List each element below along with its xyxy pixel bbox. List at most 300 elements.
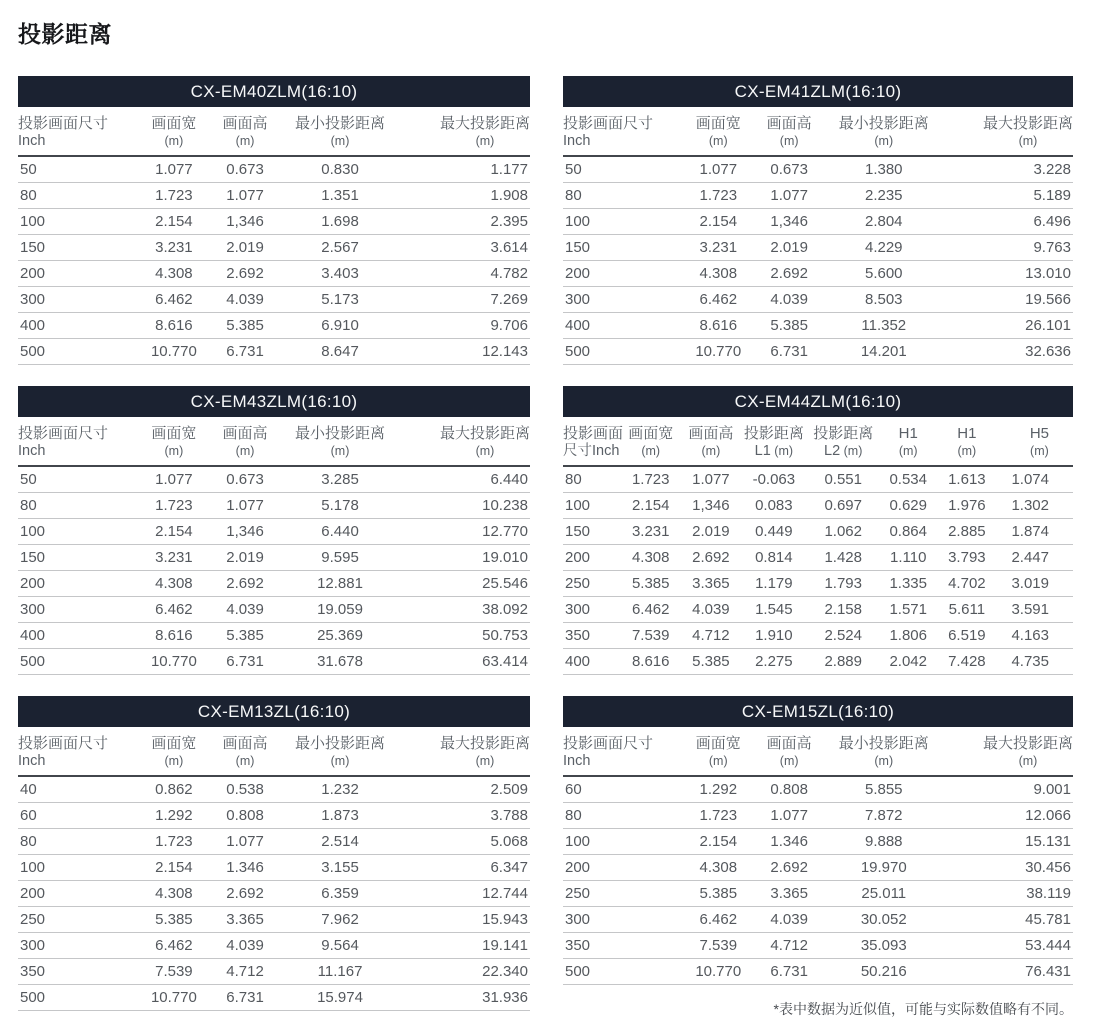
table-cell: 6.731 — [754, 959, 824, 985]
table-cell: 0.534 — [878, 466, 938, 493]
table-cell: 1.723 — [138, 183, 210, 209]
table-row — [18, 959, 530, 985]
table-cell: 200 — [563, 545, 619, 571]
table-cell: 5.385 — [682, 649, 739, 675]
table-row — [563, 313, 1073, 339]
table-cell: 1.571 — [878, 597, 938, 623]
table-cell: 10.770 — [138, 649, 210, 675]
table-row — [18, 313, 530, 339]
table-title-bar — [563, 696, 1073, 727]
table-row — [563, 803, 1073, 829]
table-cell: 2.154 — [682, 829, 754, 855]
table-cell: 4.782 — [400, 261, 530, 287]
table-cell: 6.462 — [682, 907, 754, 933]
table-cell: 3.231 — [682, 235, 754, 261]
table-cell: 31.936 — [400, 985, 530, 1011]
table-cell: 3.614 — [400, 235, 530, 261]
table-cell: 9.706 — [400, 313, 530, 339]
table-cell: 4.039 — [754, 907, 824, 933]
table-cell: 1.976 — [938, 493, 995, 519]
table-cell: 1.428 — [808, 545, 878, 571]
table-cell: 19.970 — [824, 855, 943, 881]
table-cell: 80 — [18, 183, 138, 209]
table-cell: 6.462 — [138, 287, 210, 313]
table-cell: 5.385 — [754, 313, 824, 339]
column-header: H1 (m) — [938, 417, 995, 466]
table-row — [563, 235, 1073, 261]
table-cell: 4.308 — [138, 261, 210, 287]
table-cell: 1.613 — [938, 466, 995, 493]
table-row — [563, 519, 1073, 545]
table-cell: 50.216 — [824, 959, 943, 985]
column-header: 画面高 (m) — [210, 417, 280, 466]
spec-table — [18, 417, 530, 675]
table-cell: 1.698 — [280, 209, 400, 235]
table-cell: 0.673 — [754, 156, 824, 183]
table-cell: 2.692 — [754, 261, 824, 287]
table-cell: 3.285 — [280, 466, 400, 493]
table-row — [18, 339, 530, 365]
table-cell: 1.873 — [280, 803, 400, 829]
table-cell: 200 — [563, 261, 682, 287]
table-cell: 13.010 — [943, 261, 1073, 287]
column-header: 最大投影距离 (m) — [400, 727, 530, 776]
table-cell: 3.231 — [138, 235, 210, 261]
table-cell: 7.872 — [824, 803, 943, 829]
table-cell: 1,346 — [210, 519, 280, 545]
table-row — [18, 776, 530, 803]
table-cell: 1,346 — [682, 493, 739, 519]
table-cell: 3.788 — [400, 803, 530, 829]
table-cell: 1.292 — [682, 776, 754, 803]
table-cell: 80 — [18, 493, 138, 519]
table-cell: 2.154 — [682, 209, 754, 235]
table-cell: 1.077 — [754, 183, 824, 209]
table-cell: 6.519 — [938, 623, 995, 649]
table-cell: 350 — [563, 623, 619, 649]
column-header-row — [18, 107, 530, 156]
table-cell: 4.039 — [210, 287, 280, 313]
table-cell: 3.155 — [280, 855, 400, 881]
table-cell: 250 — [563, 881, 682, 907]
column-header: 画面宽 (m) — [682, 107, 754, 156]
table-cell: 4.712 — [210, 959, 280, 985]
table-cell: 30.052 — [824, 907, 943, 933]
column-header: 最大投影距离 (m) — [943, 727, 1073, 776]
table-row — [18, 803, 530, 829]
table-cell: 1.077 — [210, 183, 280, 209]
spec-table — [563, 107, 1073, 365]
table-cell: 6.359 — [280, 881, 400, 907]
table-cell: 1.723 — [682, 803, 754, 829]
table-cell: 3.403 — [280, 261, 400, 287]
table-row — [563, 183, 1073, 209]
spec-table — [563, 727, 1073, 985]
table-row — [18, 235, 530, 261]
table-cell: 14.201 — [824, 339, 943, 365]
table-cell: 3.365 — [682, 571, 739, 597]
table-title: CX-EM15ZL(16:10) — [741, 701, 895, 721]
table-cell: 1.177 — [400, 156, 530, 183]
table-cell: 2.154 — [138, 855, 210, 881]
table-cell: 4.039 — [210, 597, 280, 623]
table-title: CX-EM40ZLM(16:10) — [190, 81, 358, 101]
column-header: 最小投影距离 (m) — [280, 107, 400, 156]
table-row — [18, 933, 530, 959]
table-row — [563, 907, 1073, 933]
table-cell: 1.077 — [682, 156, 754, 183]
table-cell: 1.723 — [138, 829, 210, 855]
table-cell: 300 — [563, 907, 682, 933]
table-row — [563, 776, 1073, 803]
table-cell: 200 — [563, 855, 682, 881]
table-cell: 6.731 — [210, 339, 280, 365]
table-title: CX-EM41ZLM(16:10) — [734, 81, 902, 101]
table-cell: 2.235 — [824, 183, 943, 209]
table-cell: 30.456 — [943, 855, 1073, 881]
table-cell: 2.447 — [995, 545, 1073, 571]
table-cell: 10.770 — [138, 985, 210, 1011]
table-cell: 1.110 — [878, 545, 938, 571]
table-cell: 5.189 — [943, 183, 1073, 209]
column-header: 最小投影距离 (m) — [280, 417, 400, 466]
table-cell: 2.275 — [739, 649, 808, 675]
table-cell: 80 — [563, 183, 682, 209]
table-cell: 0.673 — [210, 156, 280, 183]
table-row — [563, 287, 1073, 313]
table-cell: 60 — [18, 803, 138, 829]
table-row — [18, 623, 530, 649]
table-cell: 12.066 — [943, 803, 1073, 829]
table-cell: 5.173 — [280, 287, 400, 313]
table-row — [563, 493, 1073, 519]
column-header: 画面高 (m) — [682, 417, 739, 466]
table-cell: 25.546 — [400, 571, 530, 597]
table-row — [18, 261, 530, 287]
table-row — [563, 881, 1073, 907]
table-cell: 1.793 — [808, 571, 878, 597]
table-cell: 3.365 — [210, 907, 280, 933]
table-cell: 6.347 — [400, 855, 530, 881]
table-row — [18, 597, 530, 623]
table-cell: 2.692 — [682, 545, 739, 571]
column-header-row — [563, 727, 1073, 776]
table-cell: 3.228 — [943, 156, 1073, 183]
bottom-right-cell — [563, 696, 1073, 1019]
table-cell: 5.855 — [824, 776, 943, 803]
table-cell: 4.039 — [682, 597, 739, 623]
table-cell: 200 — [18, 571, 138, 597]
table-cell: 1.335 — [878, 571, 938, 597]
table-row — [18, 209, 530, 235]
table-cell: 12.881 — [280, 571, 400, 597]
table-cell: 4.308 — [138, 571, 210, 597]
table-cell: 4.229 — [824, 235, 943, 261]
table-section-cx-em41zlm — [563, 76, 1073, 365]
table-cell: 1.179 — [739, 571, 808, 597]
table-cell: 10.770 — [682, 959, 754, 985]
table-cell: 100 — [18, 519, 138, 545]
table-cell: 3.365 — [754, 881, 824, 907]
table-cell: 2.154 — [138, 519, 210, 545]
table-cell: 150 — [18, 545, 138, 571]
table-cell: 7.539 — [138, 959, 210, 985]
table-cell: 2.692 — [754, 855, 824, 881]
table-cell: 3.591 — [995, 597, 1073, 623]
column-header: 投影画面尺寸 Inch — [18, 107, 138, 156]
table-cell: 300 — [18, 287, 138, 313]
table-title-bar — [18, 76, 530, 107]
table-section-cx-em15zl — [563, 696, 1073, 985]
table-cell: 0.551 — [808, 466, 878, 493]
table-cell: 9.564 — [280, 933, 400, 959]
table-cell: 1.346 — [210, 855, 280, 881]
table-cell: 1.380 — [824, 156, 943, 183]
column-header: 最小投影距离 (m) — [824, 727, 943, 776]
table-cell: 2.019 — [210, 545, 280, 571]
table-row — [563, 209, 1073, 235]
table-cell: 38.092 — [400, 597, 530, 623]
table-cell: 1.077 — [754, 803, 824, 829]
table-cell: 35.093 — [824, 933, 943, 959]
table-row — [18, 985, 530, 1011]
column-header: 画面宽 (m) — [138, 727, 210, 776]
column-header: 画面高 (m) — [210, 727, 280, 776]
table-row — [18, 855, 530, 881]
table-cell: 2.514 — [280, 829, 400, 855]
column-header: 投影画面尺寸 Inch — [18, 727, 138, 776]
table-cell: 25.011 — [824, 881, 943, 907]
column-header: 最大投影距离 (m) — [400, 107, 530, 156]
table-cell: 500 — [18, 985, 138, 1011]
table-cell: 4.039 — [754, 287, 824, 313]
table-cell: 53.444 — [943, 933, 1073, 959]
table-cell: 7.428 — [938, 649, 995, 675]
projection-tables-grid — [18, 76, 1073, 1019]
table-cell: 2.889 — [808, 649, 878, 675]
column-header: 投影画面尺寸 Inch — [18, 417, 138, 466]
table-row — [563, 156, 1073, 183]
column-header: 最大投影距离 (m) — [400, 417, 530, 466]
table-row — [18, 907, 530, 933]
table-row — [563, 339, 1073, 365]
table-cell: 15.131 — [943, 829, 1073, 855]
table-row — [18, 183, 530, 209]
table-cell: 100 — [563, 209, 682, 235]
table-cell: 350 — [563, 933, 682, 959]
column-header: H1 (m) — [878, 417, 938, 466]
table-cell: 1.077 — [210, 829, 280, 855]
table-cell: 1.723 — [682, 183, 754, 209]
table-cell: 400 — [563, 313, 682, 339]
page-title: 投影距离 — [18, 21, 112, 47]
table-cell: 9.888 — [824, 829, 943, 855]
table-cell: 250 — [563, 571, 619, 597]
column-header: 最大投影距离 (m) — [943, 107, 1073, 156]
table-cell: 0.808 — [210, 803, 280, 829]
column-header: 投影画面尺寸 Inch — [563, 727, 682, 776]
table-cell: 1.806 — [878, 623, 938, 649]
table-cell: 1.077 — [138, 466, 210, 493]
table-cell: 1.346 — [754, 829, 824, 855]
table-row — [563, 623, 1073, 649]
table-cell: 1.723 — [619, 466, 682, 493]
table-cell: 2.804 — [824, 209, 943, 235]
table-cell: 300 — [18, 933, 138, 959]
table-cell: 1.910 — [739, 623, 808, 649]
table-row — [563, 829, 1073, 855]
table-cell: 3.019 — [995, 571, 1073, 597]
table-cell: 3.231 — [619, 519, 682, 545]
column-header: 画面宽 (m) — [682, 727, 754, 776]
table-cell: 38.119 — [943, 881, 1073, 907]
table-cell: 1.292 — [138, 803, 210, 829]
table-cell: 19.566 — [943, 287, 1073, 313]
table-cell: 63.414 — [400, 649, 530, 675]
table-cell: 5.385 — [210, 313, 280, 339]
table-cell: 31.678 — [280, 649, 400, 675]
table-cell: 26.101 — [943, 313, 1073, 339]
table-cell: 1.302 — [995, 493, 1073, 519]
table-cell: 6.440 — [280, 519, 400, 545]
table-cell: 2.567 — [280, 235, 400, 261]
table-row — [563, 649, 1073, 675]
table-cell: 350 — [18, 959, 138, 985]
table-cell: 8.616 — [619, 649, 682, 675]
table-cell: 6.440 — [400, 466, 530, 493]
table-cell: 2.692 — [210, 571, 280, 597]
table-section-cx-em43zlm — [18, 386, 530, 675]
table-cell: 2.524 — [808, 623, 878, 649]
column-header: 画面宽 (m) — [619, 417, 682, 466]
column-header-row — [18, 727, 530, 776]
table-row — [563, 466, 1073, 493]
table-cell: 1.074 — [995, 466, 1073, 493]
table-row — [563, 571, 1073, 597]
table-cell: 1.351 — [280, 183, 400, 209]
table-row — [18, 466, 530, 493]
table-cell: 6.910 — [280, 313, 400, 339]
column-header: 画面宽 (m) — [138, 417, 210, 466]
table-cell: 1.077 — [138, 156, 210, 183]
table-cell: 6.731 — [754, 339, 824, 365]
table-cell: 45.781 — [943, 907, 1073, 933]
table-cell: 10.770 — [138, 339, 210, 365]
table-cell: 0.083 — [739, 493, 808, 519]
table-section-cx-em13zl — [18, 696, 530, 1011]
table-cell: 6.731 — [210, 649, 280, 675]
table-cell: 300 — [563, 287, 682, 313]
table-cell: 500 — [18, 339, 138, 365]
table-cell: 12.744 — [400, 881, 530, 907]
table-cell: 1.908 — [400, 183, 530, 209]
table-cell: 1.062 — [808, 519, 878, 545]
column-header: 画面宽 (m) — [138, 107, 210, 156]
table-cell: 7.539 — [619, 623, 682, 649]
table-cell: 4.308 — [138, 881, 210, 907]
table-cell: 200 — [18, 261, 138, 287]
table-cell: 2.019 — [210, 235, 280, 261]
table-cell: 7.539 — [682, 933, 754, 959]
table-cell: 6.462 — [682, 287, 754, 313]
table-row — [18, 649, 530, 675]
table-cell: 1.874 — [995, 519, 1073, 545]
table-cell: 2.154 — [619, 493, 682, 519]
table-title-bar — [18, 696, 530, 727]
table-cell: 5.385 — [682, 881, 754, 907]
table-cell: 25.369 — [280, 623, 400, 649]
table-cell: 2.692 — [210, 881, 280, 907]
table-title-bar — [563, 76, 1073, 107]
table-cell: 8.616 — [682, 313, 754, 339]
table-cell: 400 — [18, 623, 138, 649]
table-cell: 12.143 — [400, 339, 530, 365]
table-cell: 1.232 — [280, 776, 400, 803]
table-cell: 9.763 — [943, 235, 1073, 261]
table-cell: 300 — [18, 597, 138, 623]
table-cell: 4.712 — [682, 623, 739, 649]
table-cell: 11.352 — [824, 313, 943, 339]
table-cell: 1.077 — [682, 466, 739, 493]
table-cell: 2.509 — [400, 776, 530, 803]
table-row — [563, 855, 1073, 881]
table-row — [18, 881, 530, 907]
table-section-cx-em40zlm — [18, 76, 530, 365]
table-cell: 5.385 — [210, 623, 280, 649]
table-cell: 50 — [563, 156, 682, 183]
table-cell: 4.039 — [210, 933, 280, 959]
table-cell: 9.595 — [280, 545, 400, 571]
table-row — [563, 545, 1073, 571]
table-cell: 500 — [18, 649, 138, 675]
table-cell: 150 — [563, 235, 682, 261]
table-cell: 80 — [563, 466, 619, 493]
table-cell: 50 — [18, 156, 138, 183]
table-cell: 40 — [18, 776, 138, 803]
column-header-row — [563, 107, 1073, 156]
table-cell: 100 — [18, 855, 138, 881]
table-row — [18, 519, 530, 545]
table-cell: 80 — [18, 829, 138, 855]
table-cell: 0.830 — [280, 156, 400, 183]
table-cell: 2.019 — [754, 235, 824, 261]
column-header: 投影画面 尺寸Inch — [563, 417, 619, 466]
table-cell: 6.496 — [943, 209, 1073, 235]
table-row — [18, 287, 530, 313]
spec-table — [18, 107, 530, 365]
table-title: CX-EM44ZLM(16:10) — [734, 391, 902, 411]
table-cell: 0.538 — [210, 776, 280, 803]
table-cell: 8.616 — [138, 623, 210, 649]
column-header: 投影距离 L2 (m) — [808, 417, 878, 466]
table-cell: 1,346 — [210, 209, 280, 235]
table-row — [563, 933, 1073, 959]
table-cell: 8.616 — [138, 313, 210, 339]
table-cell: 500 — [563, 959, 682, 985]
table-cell: 6.731 — [210, 985, 280, 1011]
table-cell: 250 — [18, 907, 138, 933]
table-cell: 10.238 — [400, 493, 530, 519]
table-cell: 0.629 — [878, 493, 938, 519]
table-cell: 5.611 — [938, 597, 995, 623]
table-cell: 7.269 — [400, 287, 530, 313]
table-cell: 0.862 — [138, 776, 210, 803]
table-cell: 5.178 — [280, 493, 400, 519]
table-row — [563, 261, 1073, 287]
column-header: 最小投影距离 (m) — [824, 107, 943, 156]
table-cell: 500 — [563, 339, 682, 365]
table-cell: 60 — [563, 776, 682, 803]
